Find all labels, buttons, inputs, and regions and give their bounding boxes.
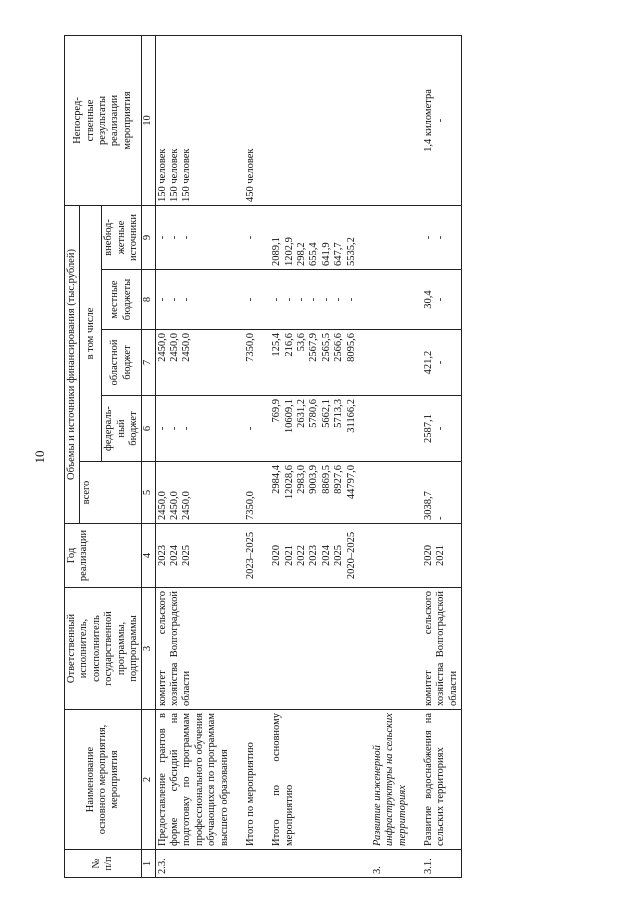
row-total: 3038,7 - <box>422 462 462 524</box>
table-row <box>422 35 462 877</box>
row-total: 2984,4 12028,6 2983,0 9003,9 8869,5 8927,6 44797,0 <box>270 462 359 524</box>
table-row <box>270 35 359 877</box>
row-extrabudget: - - - <box>155 205 232 269</box>
row-local: - - - - - - - <box>270 270 359 330</box>
column-number: 5 <box>142 462 155 524</box>
row-executor <box>371 588 410 710</box>
row-name: Развитие водоснабжения на сельских территориях <box>422 710 462 850</box>
row-executor: комитет сельского хозяйства Волгоградской области <box>422 588 462 710</box>
header-federal: федераль- ный бюджет <box>102 396 142 462</box>
row-local <box>371 270 410 330</box>
row-results: 1,4 километра - <box>422 35 462 205</box>
row-local: - - - <box>155 270 232 330</box>
table-header <box>65 35 156 877</box>
row-local: 30,4 - <box>422 270 462 330</box>
row-name: Итого по основному мероприятию <box>270 710 359 850</box>
row-results <box>270 35 359 205</box>
column-number: 7 <box>142 330 155 396</box>
row-executor <box>270 588 359 710</box>
row-results: 150 человек 150 человек 150 человек <box>155 35 232 205</box>
row-federal <box>371 396 410 462</box>
header-total: всего <box>80 462 142 524</box>
table-row <box>155 35 232 877</box>
row-name: Итого по мероприятию <box>244 710 258 850</box>
row-regional: 421,2 - <box>422 330 462 396</box>
header-num: № п/п <box>65 850 142 878</box>
header-extrabudget: внебюд- жетные источники <box>102 205 142 269</box>
header-name: Наименование основного мероприятия, мероприятия <box>65 710 142 850</box>
row-total <box>371 462 410 524</box>
table-row <box>371 35 410 877</box>
row-years: 2020 2021 <box>422 524 462 588</box>
funding-table <box>64 35 462 878</box>
row-total: 2450,0 2450,0 2450,0 <box>155 462 232 524</box>
row-federal: 769,9 10609,1 2631,2 5780,6 5662,1 5713,3 31166,2 <box>270 396 359 462</box>
row-regional: 2450,0 2450,0 2450,0 <box>155 330 232 396</box>
column-number: 1 <box>142 850 155 878</box>
row-regional: 7350,0 <box>244 330 258 396</box>
table-body <box>155 35 462 877</box>
header-local: местные бюджеты <box>102 270 142 330</box>
header-executor: Ответственный исполнитель, соисполнитель государственной программы, подпрограммы <box>65 588 142 710</box>
column-number: 4 <box>142 524 155 588</box>
column-number: 2 <box>142 710 155 850</box>
row-years: 2023 2024 2025 <box>155 524 232 588</box>
row-executor <box>244 588 258 710</box>
column-number: 8 <box>142 270 155 330</box>
page-number: 10 <box>32 450 47 464</box>
header-regional: областной бюджет <box>102 330 142 396</box>
column-number: 9 <box>142 205 155 269</box>
row-num: 3. <box>371 850 410 878</box>
row-years: 2023–2025 <box>244 524 258 588</box>
row-num <box>244 850 258 878</box>
row-extrabudget: - - <box>422 205 462 269</box>
row-name: Предоставление грантов в форме субсидий на подготовку по программам профессионального обучения обучающихся по программам высшего образования <box>155 710 232 850</box>
row-federal: 2587,1 - <box>422 396 462 462</box>
row-regional <box>371 330 410 396</box>
row-results <box>371 35 410 205</box>
row-results: 450 человек <box>244 35 258 205</box>
row-extrabudget: 2089,1 1202,9 298,2 655,4 641,9 647,7 5535,2 <box>270 205 359 269</box>
row-num <box>270 850 359 878</box>
row-num: 3.1. <box>422 850 462 878</box>
column-number: 3 <box>142 588 155 710</box>
column-number-row <box>142 35 155 877</box>
row-regional: 125,4 216,6 53,6 2567,9 2565,5 2566,6 8095,6 <box>270 330 359 396</box>
row-executor: комитет сельского хозяйства Волгоградской области <box>155 588 232 710</box>
header-year: Год реализации <box>65 524 142 588</box>
row-name: Развитие инженерной инфраструктуры на сельских территориях <box>371 710 410 850</box>
row-num: 2.3. <box>155 850 232 878</box>
row-extrabudget: - <box>244 205 258 269</box>
row-total: 7350,0 <box>244 462 258 524</box>
rotated-table-page <box>30 36 610 878</box>
row-extrabudget <box>371 205 410 269</box>
row-years <box>371 524 410 588</box>
header-including: в том числе <box>80 205 102 461</box>
row-years: 2020 2021 2022 2023 2024 2025 2020–2025 <box>270 524 359 588</box>
column-number: 10 <box>142 35 155 205</box>
header-results: Непосред- ственные результаты реализации мероприятия <box>65 35 142 205</box>
table-row <box>244 35 258 877</box>
row-local: - <box>244 270 258 330</box>
row-federal: - <box>244 396 258 462</box>
column-number: 6 <box>142 396 155 462</box>
header-funding-group: Объемы и источники финансирования (тыс.рублей) <box>65 205 80 523</box>
row-federal: - - - <box>155 396 232 462</box>
